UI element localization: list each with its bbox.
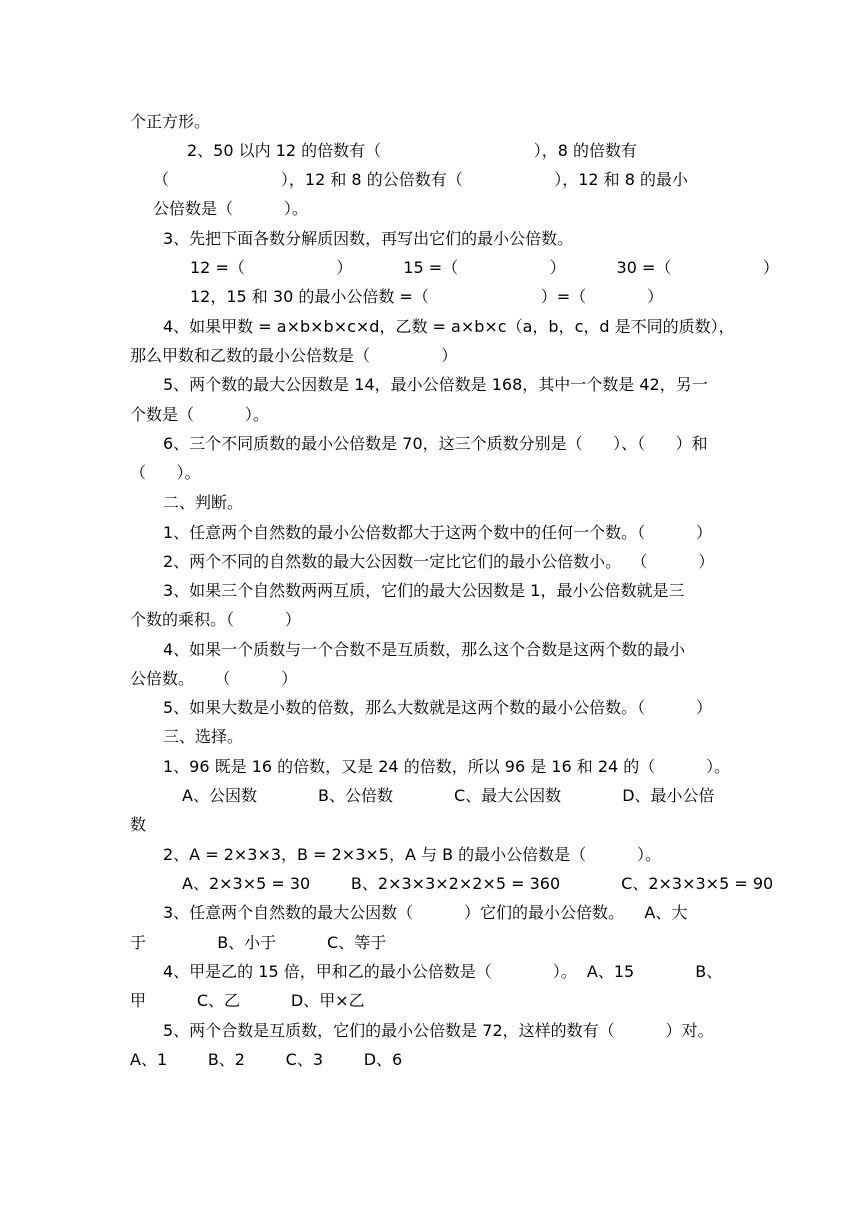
text-line: 5、如果大数是小数的倍数，那么大数就是这两个数的最小公倍数。（ ） bbox=[163, 698, 713, 717]
text-line: 12 =（ ） 15 =（ ） 30 =（ ） bbox=[190, 258, 779, 277]
text-line: 公倍数是（ ）。 bbox=[153, 199, 308, 218]
text-line: 个正方形。 bbox=[130, 112, 211, 131]
text-line: 1、任意两个自然数的最小公倍数都大于这两个数中的任何一个数。（ ） bbox=[163, 523, 713, 542]
text-line: 2、50 以内 12 的倍数有（ ），8 的倍数有 bbox=[187, 141, 638, 160]
text-line: 个数的乘积。（ ） bbox=[130, 610, 301, 629]
text-line: 个数是（ ）。 bbox=[130, 405, 269, 424]
text-line: A、1 B、2 C、3 D、6 bbox=[130, 1050, 403, 1069]
text-line: 3、先把下面各数分解质因数，再写出它们的最小公倍数。 bbox=[163, 229, 574, 248]
text-line: 4、如果一个质数与一个合数不是互质数，那么这个合数是这两个数的最小 bbox=[163, 640, 686, 659]
text-line: 5、两个合数是互质数，它们的最小公倍数是 72，这样的数有（ ）对。 bbox=[163, 1021, 714, 1040]
text-line: （ ），12 和 8 的公倍数有（ ），12 和 8 的最小 bbox=[153, 170, 689, 189]
text-line: 数 bbox=[130, 815, 147, 834]
text-line: 那么甲数和乙数的最小公倍数是（ ） bbox=[130, 346, 458, 365]
text-line: 3、任意两个自然数的最大公因数（ ）它们的最小公倍数。 A、大 bbox=[163, 903, 688, 922]
text-line: 2、A = 2×3×3，B = 2×3×5，A 与 B 的最小公倍数是（ ）。 bbox=[163, 845, 662, 864]
text-line: A、公因数 B、公倍数 C、最大公因数 D、最小公倍 bbox=[182, 786, 715, 805]
text-line: 1、96 既是 16 的倍数，又是 24 的倍数，所以 96 是 16 和 24 的（ ）。 bbox=[163, 757, 731, 776]
text-line: 甲 C、乙 D、甲×乙 bbox=[130, 991, 365, 1010]
text-line: 3、如果三个自然数两两互质，它们的最大公因数是 1，最小公倍数就是三 bbox=[163, 581, 685, 600]
text-line: （ ）。 bbox=[130, 463, 201, 482]
text-line: A、2×3×5 = 30 B、2×3×3×2×2×5 = 360 C、2×3×3×5 = 90 bbox=[182, 874, 774, 893]
section-heading: 三、选择。 bbox=[163, 727, 244, 746]
text-line: 12，15 和 30 的最小公倍数 =（ ）=（ ） bbox=[190, 287, 664, 306]
text-line: 2、两个不同的自然数的最大公因数一定比它们的最小公倍数小。 （ ） bbox=[163, 552, 715, 571]
text-line: 5、两个数的最大公因数是 14，最小公倍数是 168，其中一个数是 42，另一 bbox=[163, 375, 708, 394]
text-line: 6、三个不同质数的最小公倍数是 70，这三个质数分别是（ ）、（ ）和 bbox=[163, 434, 708, 453]
text-line: 于 B、小于 C、等于 bbox=[130, 933, 387, 952]
text-line: 4、甲是乙的 15 倍，甲和乙的最小公倍数是（ ）。 A、15 B、 bbox=[163, 962, 723, 981]
text-line: 4、如果甲数 = a×b×b×c×d，乙数 = a×b×c（a，b，c，d 是不同的质数）， bbox=[163, 317, 735, 336]
text-line: 公倍数。 （ ） bbox=[130, 669, 298, 688]
section-heading: 二、判断。 bbox=[163, 493, 244, 512]
